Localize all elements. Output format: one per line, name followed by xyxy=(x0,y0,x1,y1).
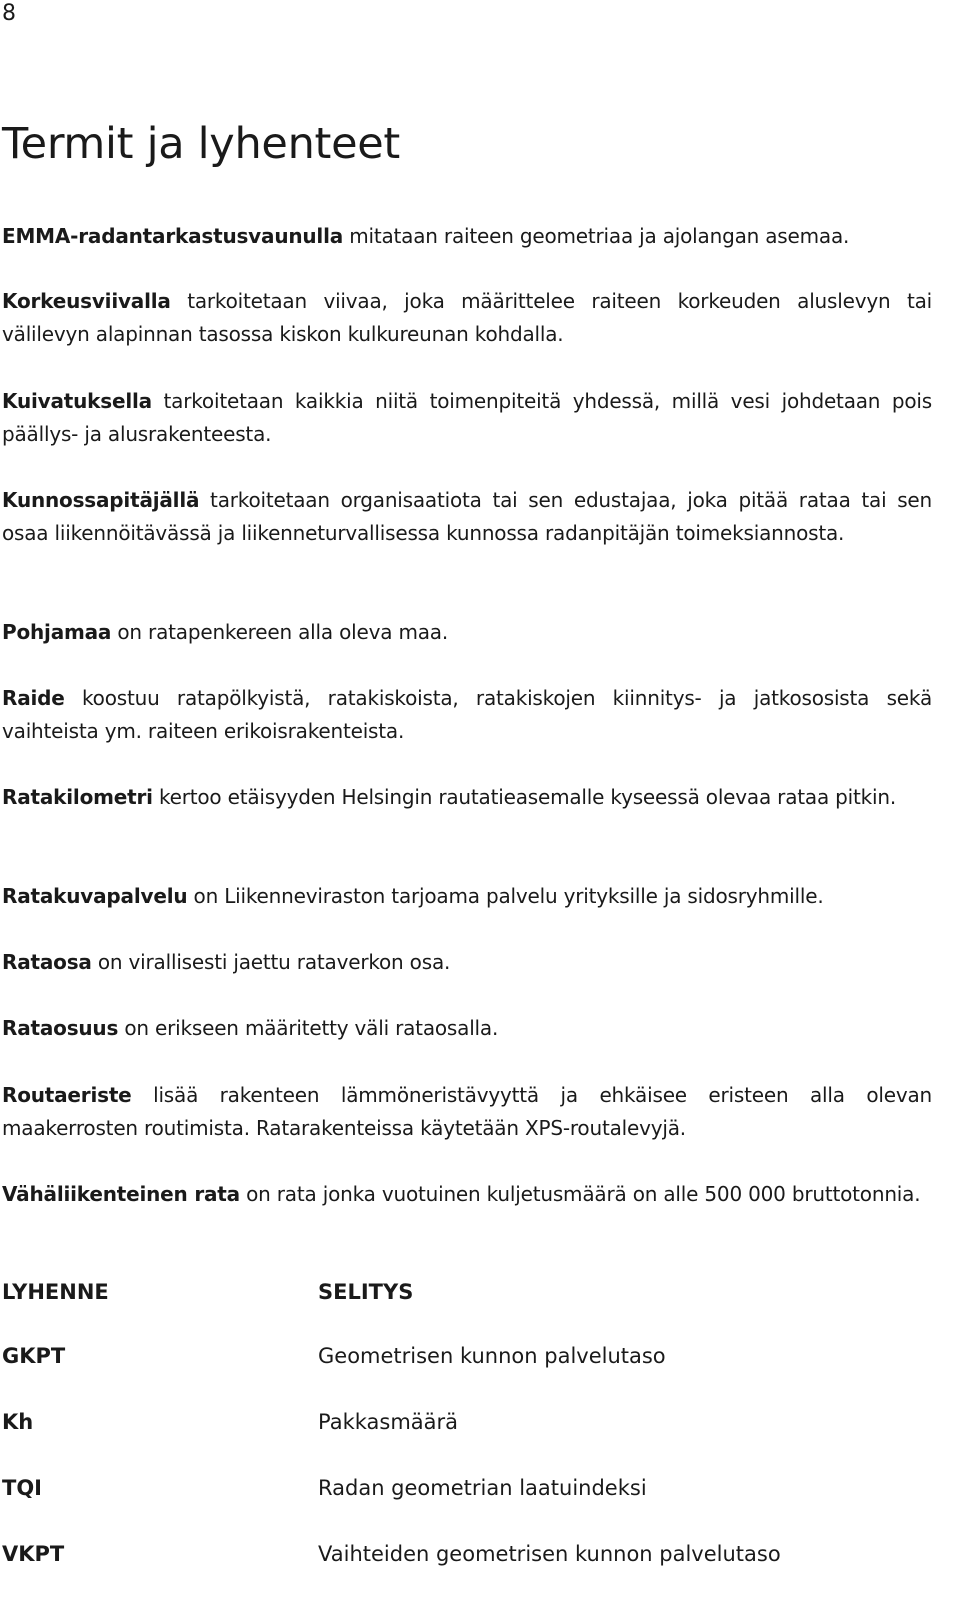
abbreviation-row xyxy=(2,1406,932,1439)
term-definition: on Liikenneviraston tarjoama palvelu yrityksille ja sidosryhmille. xyxy=(187,884,824,908)
term-word: Raide xyxy=(2,686,65,710)
term-routaeriste xyxy=(2,1079,932,1145)
term-word: Kunnossapitäjällä xyxy=(2,488,200,512)
term-definition: koostuu ratapölkyistä, ratakiskoista, ratakiskojen kiinnitys- ja jatkososista sekä vaihteista ym. raiteen erikoisrakenteista. xyxy=(2,686,932,743)
term-word: Ratakuvapalvelu xyxy=(2,884,188,908)
term-word: Routaeriste xyxy=(2,1083,132,1107)
term-rataosa xyxy=(2,946,932,979)
abbreviation-row xyxy=(2,1340,932,1373)
abbreviation-explanation: Radan geometrian laatuindeksi xyxy=(318,1476,647,1500)
explanation-column-header: SELITYS xyxy=(318,1280,414,1304)
term-definition: on erikseen määritetty väli rataosalla. xyxy=(118,1016,499,1040)
term-vahaliikenteinen-rata xyxy=(2,1178,932,1211)
abbreviation-row xyxy=(2,1472,932,1505)
term-raide xyxy=(2,682,932,748)
abbreviation-explanation: Vaihteiden geometrisen kunnon palvelutaso xyxy=(318,1542,781,1566)
page-title: Termit ja lyhenteet xyxy=(2,119,400,169)
term-definition: on rata jonka vuotuinen kuljetusmäärä on alle 500 000 bruttotonnia. xyxy=(239,1182,921,1206)
abbreviation-code: GKPT xyxy=(2,1344,66,1368)
term-ratakilometri xyxy=(2,781,932,814)
abbreviation-code: TQI xyxy=(2,1476,42,1500)
abbreviation-explanation: Pakkasmäärä xyxy=(318,1410,459,1434)
term-word: Korkeusviivalla xyxy=(2,289,171,313)
term-definition: kertoo etäisyyden Helsingin rautatieasemalle kyseessä olevaa rataa pitkin. xyxy=(152,785,897,809)
term-definition: mitataan raiteen geometriaa ja ajolangan asemaa. xyxy=(343,224,850,248)
term-word: Vähäliikenteinen rata xyxy=(2,1182,240,1206)
term-definition: lisää rakenteen lämmöneristävyyttä ja ehkäisee eristeen alla olevan maakerrosten routimista. Ratarakenteissa käytetään XPS-routalevyjä. xyxy=(2,1083,932,1140)
term-word: Rataosa xyxy=(2,950,92,974)
term-word: Ratakilometri xyxy=(2,785,153,809)
term-definition: on virallisesti jaettu rataverkon osa. xyxy=(91,950,451,974)
abbreviation-header-row xyxy=(2,1276,932,1309)
term-rataosuus xyxy=(2,1012,932,1045)
term-word: EMMA-radantarkastusvaunulla xyxy=(2,224,344,248)
term-word: Pohjamaa xyxy=(2,620,112,644)
abbreviation-row xyxy=(2,1538,932,1571)
abbreviation-code: Kh xyxy=(2,1410,34,1434)
term-word: Rataosuus xyxy=(2,1016,119,1040)
term-korkeusviiva xyxy=(2,285,932,351)
term-definition: tarkoitetaan kaikkia niitä toimenpiteitä yhdessä, millä vesi johdetaan pois päällys- ja alusrakenteesta. xyxy=(2,389,932,446)
abbreviation-column-header: LYHENNE xyxy=(2,1280,109,1304)
page-number: 8 xyxy=(2,1,16,26)
term-ratakuvapalvelu xyxy=(2,880,932,913)
term-definition: on ratapenkereen alla oleva maa. xyxy=(111,620,448,644)
term-definition: tarkoitetaan viivaa, joka määrittelee raiteen korkeuden aluslevyn tai välilevyn alapinnan tasossa kiskon kulkureunan kohdalla. xyxy=(2,289,932,346)
term-emma xyxy=(2,220,932,253)
term-word: Kuivatuksella xyxy=(2,389,152,413)
term-kuivatus xyxy=(2,385,932,451)
term-definition: tarkoitetaan organisaatiota tai sen edustajaa, joka pitää rataa tai sen osaa liikennöitävässä ja liikenneturvallisessa kunnossa radanpitäjän toimeksiannosta. xyxy=(2,488,932,545)
term-kunnossapitaja xyxy=(2,484,932,550)
abbreviation-explanation: Geometrisen kunnon palvelutaso xyxy=(318,1344,666,1368)
term-pohjamaa xyxy=(2,616,932,649)
abbreviation-code: VKPT xyxy=(2,1542,65,1566)
